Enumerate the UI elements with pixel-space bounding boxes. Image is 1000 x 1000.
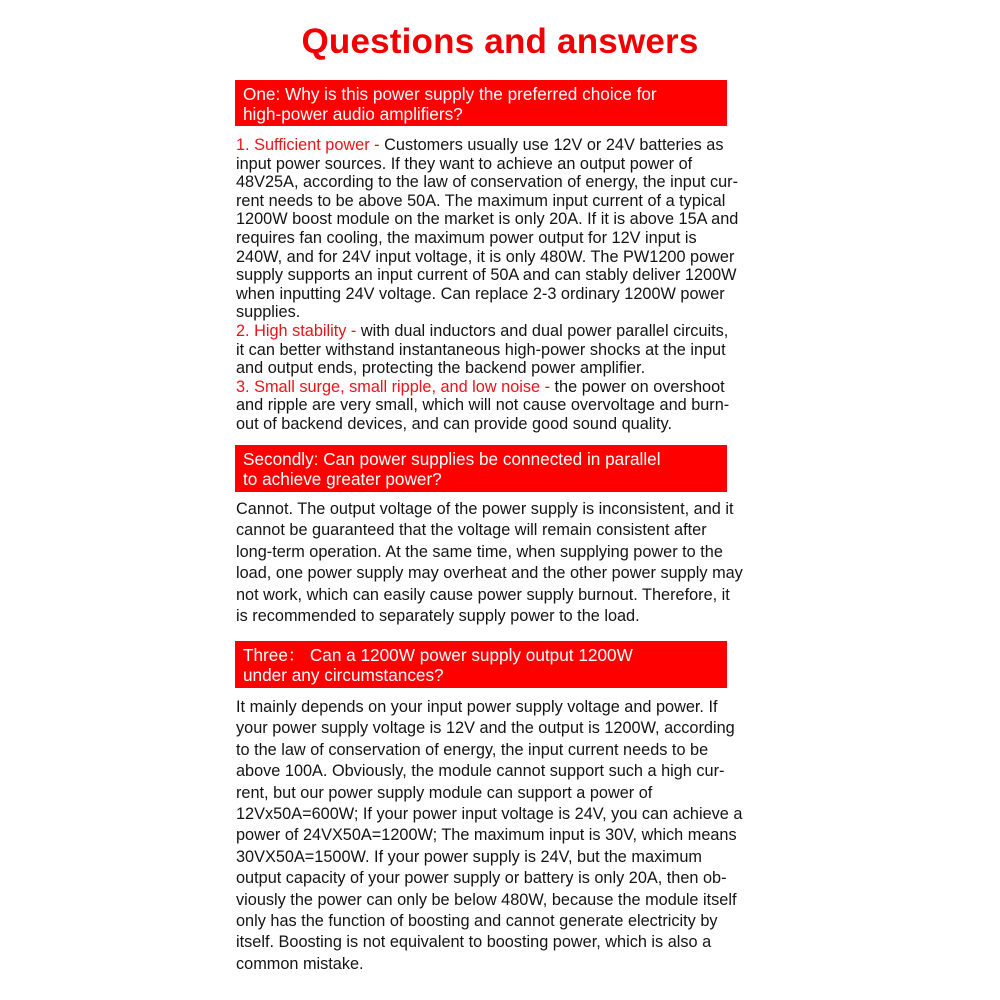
answer-line: only has the function of boosting and cannot generate electricity by <box>236 911 718 930</box>
answer-line: rent needs to be above 50A. The maximum input current of a typical <box>236 191 726 210</box>
answer-line: out of backend devices, and can provide good sound quality. <box>236 414 672 433</box>
answer-line: long-term operation. At the same time, when supplying power to the <box>236 542 723 561</box>
answer-one <box>236 136 776 434</box>
question-line: Three： Can a 1200W power supply output 1200W <box>243 645 633 665</box>
answer-line: supplies. <box>236 303 301 322</box>
answer-line: supply supports an input current of 50A and can stably deliver 1200W <box>236 266 737 285</box>
point-label-high-stability: 2. High stability - <box>236 321 361 340</box>
question-header-three <box>235 641 727 688</box>
answer-line: cannot be guaranteed that the voltage will remain consistent after <box>236 521 707 540</box>
page-title: Questions and answers <box>301 22 699 61</box>
answer-text: the power on overshoot <box>554 377 725 396</box>
answer-line: 30VX50A=1500W. If your power supply is 24V, but the maximum <box>236 847 702 866</box>
question-header-secondly <box>235 445 727 492</box>
answer-line: when inputting 24V voltage. Can replace 2-3 ordinary 1200W power <box>236 284 725 303</box>
answer-text: Customers usually use 12V or 24V batteries as <box>384 136 724 154</box>
question-line: One: Why is this power supply the preferred choice for <box>243 84 657 104</box>
answer-secondly <box>236 499 776 627</box>
answer-line <box>236 322 776 341</box>
answer-line <box>236 136 776 155</box>
answer-line: output capacity of your power supply or battery is only 20A, then ob- <box>236 869 727 888</box>
answer-line: itself. Boosting is not equivalent to boosting power, which is also a <box>236 933 712 952</box>
answer-line: 48V25A, according to the law of conservation of energy, the input cur- <box>236 173 738 192</box>
answer-line: input power sources. If they want to achieve an output power of <box>236 154 693 173</box>
answer-line: requires fan cooling, the maximum power output for 12V input is <box>236 228 697 247</box>
answer-line: common mistake. <box>236 954 364 973</box>
answer-line: viously the power can only be below 480W, because the module itself <box>236 890 737 909</box>
answer-line: load, one power supply may overheat and the other power supply may <box>236 564 743 583</box>
answer-line: Cannot. The output voltage of the power supply is inconsistent, and it <box>236 500 734 518</box>
answer-line: 12Vx50A=600W; If your power input voltage is 24V, you can achieve a <box>236 804 743 823</box>
point-label-low-noise: 3. Small surge, small ripple, and low noise - <box>236 377 555 396</box>
question-header-one <box>235 80 727 126</box>
question-line: to achieve greater power? <box>243 469 442 489</box>
answer-line: to the law of conservation of energy, the input current needs to be <box>236 740 709 759</box>
answer-line: it can better withstand instantaneous high-power shocks at the input <box>236 340 726 359</box>
answer-line: above 100A. Obviously, the module cannot support such a high cur- <box>236 762 725 781</box>
answer-line: not work, which can easily cause power supply burnout. Therefore, it <box>236 585 730 604</box>
answer-line: It mainly depends on your input power supply voltage and power. If <box>236 698 718 716</box>
answer-line: your power supply voltage is 12V and the output is 1200W, according <box>236 719 735 738</box>
answer-line: is recommended to separately supply power to the load. <box>236 606 640 625</box>
answer-line: and output ends, protecting the backend power amplifier. <box>236 359 646 378</box>
answer-line: 1200W boost module on the market is only 20A. If it is above 15A and <box>236 210 739 229</box>
answer-line: 240W, and for 24V input voltage, it is only 480W. The PW1200 power <box>236 247 735 266</box>
point-label-sufficient-power: 1. Sufficient power - <box>236 136 385 154</box>
question-line: under any circumstances? <box>243 665 444 685</box>
answer-three <box>236 697 776 975</box>
question-line: Secondly: Can power supplies be connected in parallel <box>243 449 661 469</box>
answer-text: with dual inductors and dual power parallel circuits, <box>360 321 729 340</box>
answer-line: and ripple are very small, which will not cause overvoltage and burn- <box>236 396 730 415</box>
answer-line <box>236 378 776 397</box>
question-line: high-power audio amplifiers? <box>243 104 463 124</box>
answer-line: power of 24VX50A=1200W; The maximum input is 30V, which means <box>236 826 737 845</box>
answer-line: rent, but our power supply module can support a power of <box>236 783 653 802</box>
